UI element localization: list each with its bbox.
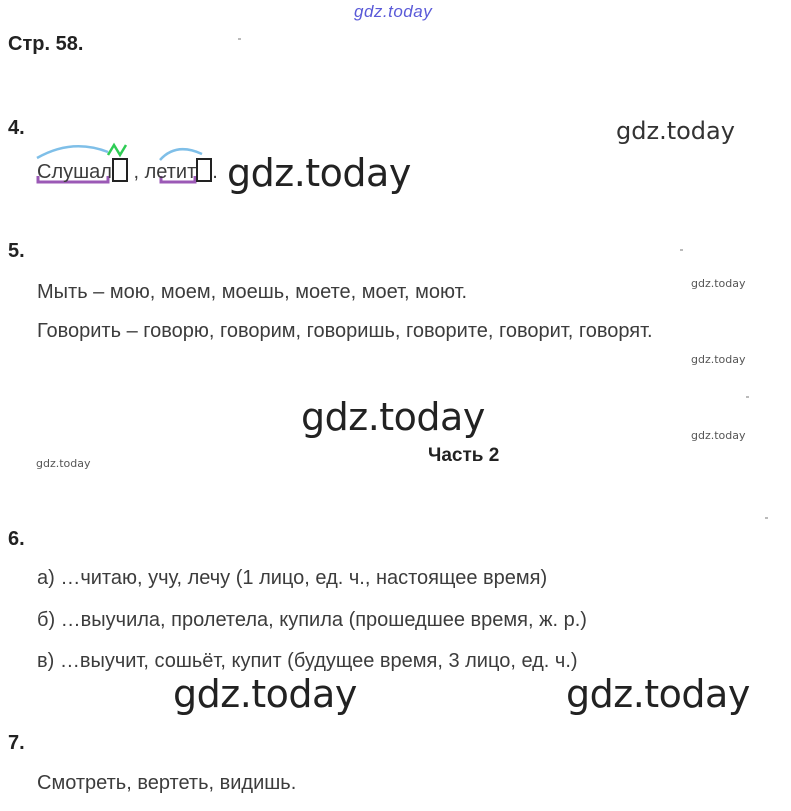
part-title: Часть 2 [428, 445, 500, 466]
task6-line-b: б) …выучила, пролетела, купила (прошедшее время, ж. р.) [37, 609, 587, 631]
root-arc-word1 [37, 146, 108, 158]
suffix-mark-word1 [108, 145, 126, 155]
task5-line: Говорить – говорю, говорим, говоришь, говорите, говорит, говорят. [37, 320, 653, 342]
task4-word2: летит [144, 161, 197, 183]
watermark: gdz.today [691, 277, 746, 290]
task5-line: Мыть – мою, моем, моешь, моете, моет, моют. [37, 281, 468, 303]
decor-dot [765, 517, 768, 519]
task4-sentence [37, 158, 218, 184]
watermark: gdz.today [566, 672, 750, 716]
task4-word1: Слушал [37, 161, 112, 183]
page-header: Стр. 58. [8, 33, 84, 55]
watermark: gdz.today [36, 457, 91, 470]
decor-dot [746, 396, 749, 398]
task-number-4: 4. [8, 117, 25, 139]
task4-period: . [212, 161, 218, 183]
empty-ending-box-icon [112, 158, 128, 182]
empty-ending-box-icon [196, 158, 212, 182]
watermark: gdz.today [616, 117, 735, 145]
task6-line-c: в) …выучит, сошьёт, купит (будущее время, 3 лицо, ед. ч.) [37, 650, 578, 672]
decor-dot [238, 38, 241, 40]
decor-dot [680, 249, 683, 251]
watermark-top: gdz.today [354, 2, 433, 21]
task-number-6: 6. [8, 528, 25, 550]
watermark: gdz.today [227, 151, 411, 195]
task6-line-a: а) …читаю, учу, лечу (1 лицо, ед. ч., настоящее время) [37, 567, 548, 589]
watermark: gdz.today [691, 353, 746, 366]
watermark: gdz.today [301, 395, 485, 439]
task4-comma: , [133, 161, 140, 183]
watermark: gdz.today [173, 672, 357, 716]
task-number-7: 7. [8, 732, 25, 754]
task-number-5: 5. [8, 240, 25, 262]
task7-line: Смотреть, вертеть, видишь. [37, 772, 297, 794]
watermark: gdz.today [691, 429, 746, 442]
